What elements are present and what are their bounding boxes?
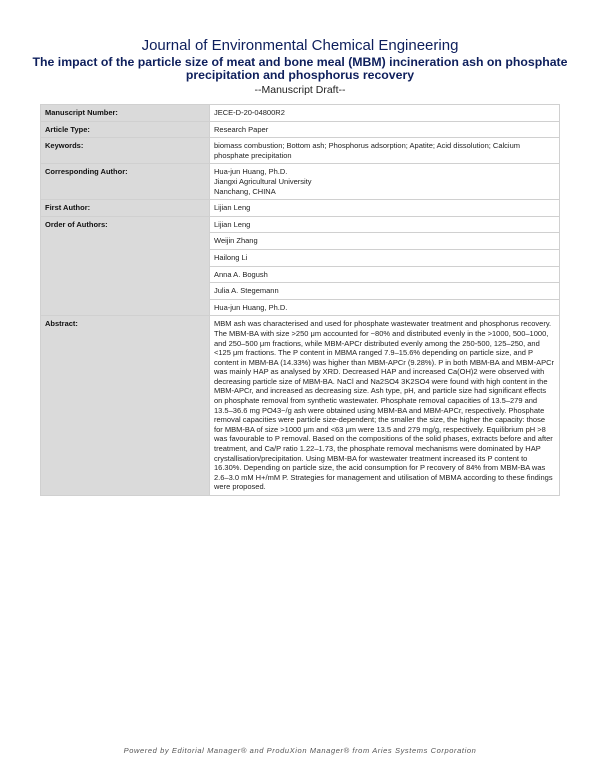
abstract-text: MBM ash was characterised and used for phosphate wastewater treatment and phosphorus recovery. The MBM-BA with size >250 μm accounted for ~80% and distributed evenly in the >1000, 500–1000, and 250–500 μm fractions, while MBM-APCr distributed evenly among the 250-500, 125–250, and <125 μm fractions. The P content in MBMA ranged 7.9–15.6% depending on particle size, and P content in MBM-BA (14.33%) was higher than MBM-APCr (9.28%). P in both MBM-BA and MBM-APCr was mainly HAP as analysed by XRD. Decreased HAP and increased Ca(OH)2 were observed with decreasing particle size of MBM-BA. NaCl and Na2SO4 3K2SO4 were found with high content in the MBM-APCr, and increased as decreasing size. Ash type, pH, and particle size had significant effects on phosphate removal from synthetic wastewater. Phosphate removal capacities of 13.5–279 and 13.5–36.6 mg PO43−/g ash were obtained using MBM-BA and MBM-APCr, respectively. Phosphate removal capacities were particle size-dependent; the smaller the size, the higher the capacity: those for MBM-BA of size >1000 μm and <63 μm were 13.5 and 279 mg/g, respectively. Equilibrium pH >8 was favourable to P removal. Based on the compositions of the solid phases, extracts before and after treatment, and Ca/P ratio 1.22–1.73, the phosphate removal mechanisms were dominated by HAP crystallisation/precipitation. Using MBM-BA for wastewater treatment increased its P content to 16.30%. Depending on particle size, the acid consumption for P recovery of 84% from MBM-BA was 2.6–3.0 mM H+/mM P. Strategies for management and utilisation of MBMA according to these findings were proposed.	[210, 316, 560, 496]
manuscript-number-label: Manuscript Number:	[41, 105, 210, 122]
order-of-authors-value	[210, 216, 560, 316]
article-type-label: Article Type:	[41, 121, 210, 138]
row-corresponding-author	[41, 164, 560, 200]
corresponding-author-label: Corresponding Author:	[41, 164, 210, 200]
row-keywords	[41, 138, 560, 164]
author-item: Hua-jun Huang, Ph.D.	[214, 302, 288, 312]
author-item: Lijian Leng	[210, 220, 559, 234]
author-item: Anna A. Bogush	[210, 267, 559, 284]
article-type-value: Research Paper	[210, 121, 560, 138]
manuscript-title: The impact of the particle size of meat and bone meal (MBM) incineration ash on phosphate precipitation and phosphorus recovery	[32, 55, 568, 82]
order-of-authors-label: Order of Authors:	[41, 216, 210, 316]
manuscript-metadata-table	[40, 104, 560, 496]
corresponding-author-location: Nanchang, CHINA	[214, 186, 276, 196]
journal-name: Journal of Environmental Chemical Engineering	[141, 37, 459, 54]
draft-label: --Manuscript Draft--	[254, 84, 346, 96]
corresponding-author-value	[210, 164, 560, 200]
corresponding-author-name: Hua-jun Huang, Ph.D.	[214, 167, 288, 177]
author-item: Weijin Zhang	[210, 233, 559, 250]
footer-credit: Powered by Editorial Manager® and ProduXion Manager® from Aries Systems Corporation	[123, 746, 477, 755]
row-first-author	[41, 200, 560, 217]
first-author-label: First Author:	[41, 200, 210, 217]
row-manuscript-number	[41, 105, 560, 122]
manuscript-number-value: JECE-D-20-04800R2	[210, 105, 560, 122]
first-author-value: Lijian Leng	[210, 200, 560, 217]
row-order-of-authors	[41, 216, 560, 316]
author-item: Hailong Li	[210, 250, 559, 267]
row-abstract	[41, 316, 560, 496]
author-item: Julia A. Stegemann	[210, 283, 559, 300]
keywords-label: Keywords:	[41, 138, 210, 164]
corresponding-author-institution: Jiangxi Agricultural University	[214, 176, 312, 186]
keywords-value: biomass combustion; Bottom ash; Phosphorus adsorption; Apatite; Acid dissolution; Calcium phosphate precipitation	[210, 138, 560, 164]
abstract-label: Abstract:	[41, 316, 210, 496]
row-article-type	[41, 121, 560, 138]
